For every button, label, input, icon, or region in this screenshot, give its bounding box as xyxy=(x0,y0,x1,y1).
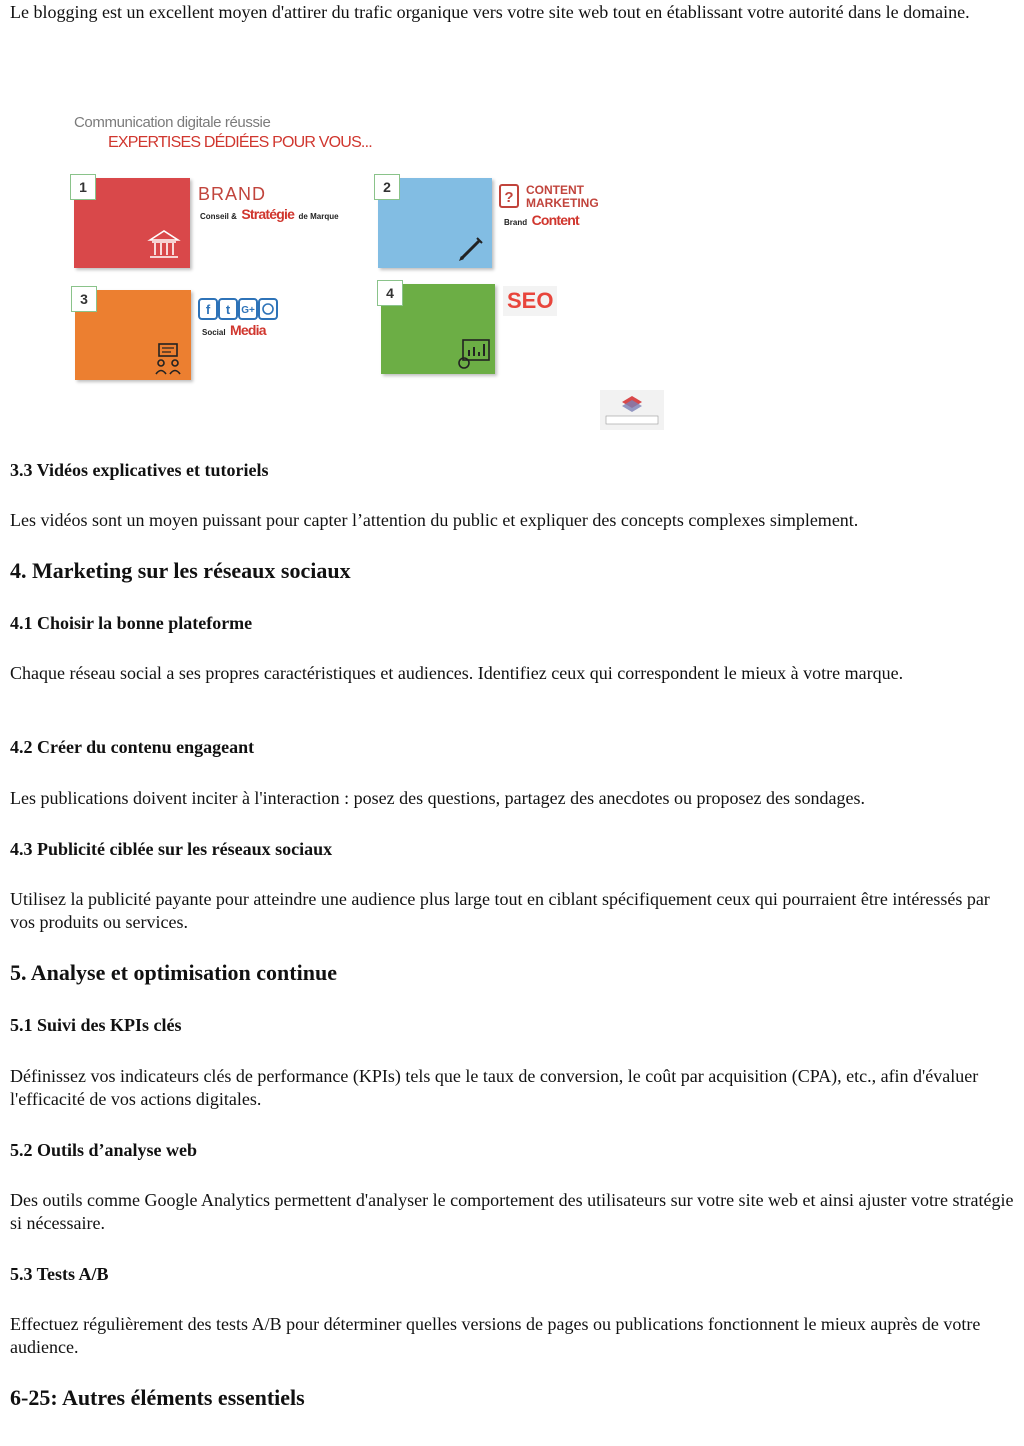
heading-6-25: 6-25: Autres éléments essentiels xyxy=(10,1385,305,1410)
paragraph-5-3: Effectuez régulièrement des tests A/B pour déterminer quelles versions de pages ou publications fonctionnent le mieux auprès de votre audience. xyxy=(10,1314,981,1357)
pen-icon xyxy=(456,234,486,264)
tile-seo xyxy=(381,284,495,374)
seo-title: SEO xyxy=(507,288,554,313)
heading-5-3: 5.3 Tests A/B xyxy=(10,1264,109,1284)
heading-3-3: 3.3 Vidéos explicatives et tutoriels xyxy=(10,460,269,480)
heading-4-2: 4.2 Créer du contenu engageant xyxy=(10,737,255,757)
heading-4: 4. Marketing sur les réseaux sociaux xyxy=(10,558,351,583)
seo-logo xyxy=(503,286,557,316)
discussion-icon xyxy=(153,342,183,376)
museum-icon xyxy=(146,228,182,262)
infographic-image xyxy=(62,100,672,440)
intro-paragraph: Le blogging est un excellent moyen d'attirer du trafic organique vers votre site web tout en établissant votre autorité dans le domaine. xyxy=(10,2,970,22)
paragraph-5-2: Des outils comme Google Analytics permettent d'analyser le comportement des utilisateurs sur votre site web et ainsi ajuster votre stratégie si nécessaire. xyxy=(10,1190,1014,1233)
paragraph-4-2: Les publications doivent inciter à l'interaction : posez des questions, partagez des anecdotes ou proposez des sondages. xyxy=(10,788,865,808)
heading-4-1: 4.1 Choisir la bonne plateforme xyxy=(10,613,253,633)
heading-5-1: 5.1 Suivi des KPIs clés xyxy=(10,1015,182,1035)
svg-text:f: f xyxy=(205,302,211,317)
tile-brand xyxy=(74,178,190,268)
tile-content-marketing-subtitle: Brand Content xyxy=(504,212,579,228)
paragraph-5-1: Définissez vos indicateurs clés de performance (KPIs) tels que le taux de conversion, le coût par acquisition (CPA), etc., afin d'évaluer l'efficacité de vos actions digitales. xyxy=(10,1066,979,1109)
heading-5-2: 5.2 Outils d’analyse web xyxy=(10,1140,198,1160)
tile-content-marketing-title: CONTENT MARKETING xyxy=(526,183,599,210)
web-conseil-logo xyxy=(600,390,664,430)
tile-number: 4 xyxy=(377,280,403,306)
tile-brand-subtitle: Conseil & Stratégie de Marque xyxy=(200,206,339,222)
tile-brand-title: BRAND xyxy=(198,184,267,204)
svg-text:t: t xyxy=(225,302,231,317)
analytics-icon xyxy=(457,338,491,370)
heading-5: 5. Analyse et optimisation continue xyxy=(10,960,337,985)
tile-social-media xyxy=(75,290,191,380)
social-icons xyxy=(198,298,278,325)
svg-text:G+: G+ xyxy=(241,305,255,316)
heading-4-3: 4.3 Publicité ciblée sur les réseaux sociaux xyxy=(10,839,333,859)
paragraph-4-3: Utilisez la publicité payante pour atteindre une audience plus large tout en ciblant spécifiquement ceux qui pourraient être intéressés par vos produits ou services. xyxy=(10,889,990,932)
tile-number: 2 xyxy=(374,174,400,200)
infographic-title: Communication digitale réussie xyxy=(74,114,271,131)
tile-number: 1 xyxy=(70,174,96,200)
infographic-subtitle: EXPERTISES DÉDIÉES POUR VOUS... xyxy=(108,134,372,151)
svg-text:?: ? xyxy=(504,189,514,206)
tile-social-media-subtitle: Social Media xyxy=(202,322,266,338)
tile-content-marketing xyxy=(378,178,492,268)
question-icon xyxy=(499,184,521,210)
paragraph-3-3: Les vidéos sont un moyen puissant pour capter l’attention du public et expliquer des concepts complexes simplement. xyxy=(10,510,859,530)
tile-number: 3 xyxy=(71,286,97,312)
paragraph-4-1: Chaque réseau social a ses propres caractéristiques et audiences. Identifiez ceux qui correspondent le mieux à votre marque. xyxy=(10,663,904,683)
